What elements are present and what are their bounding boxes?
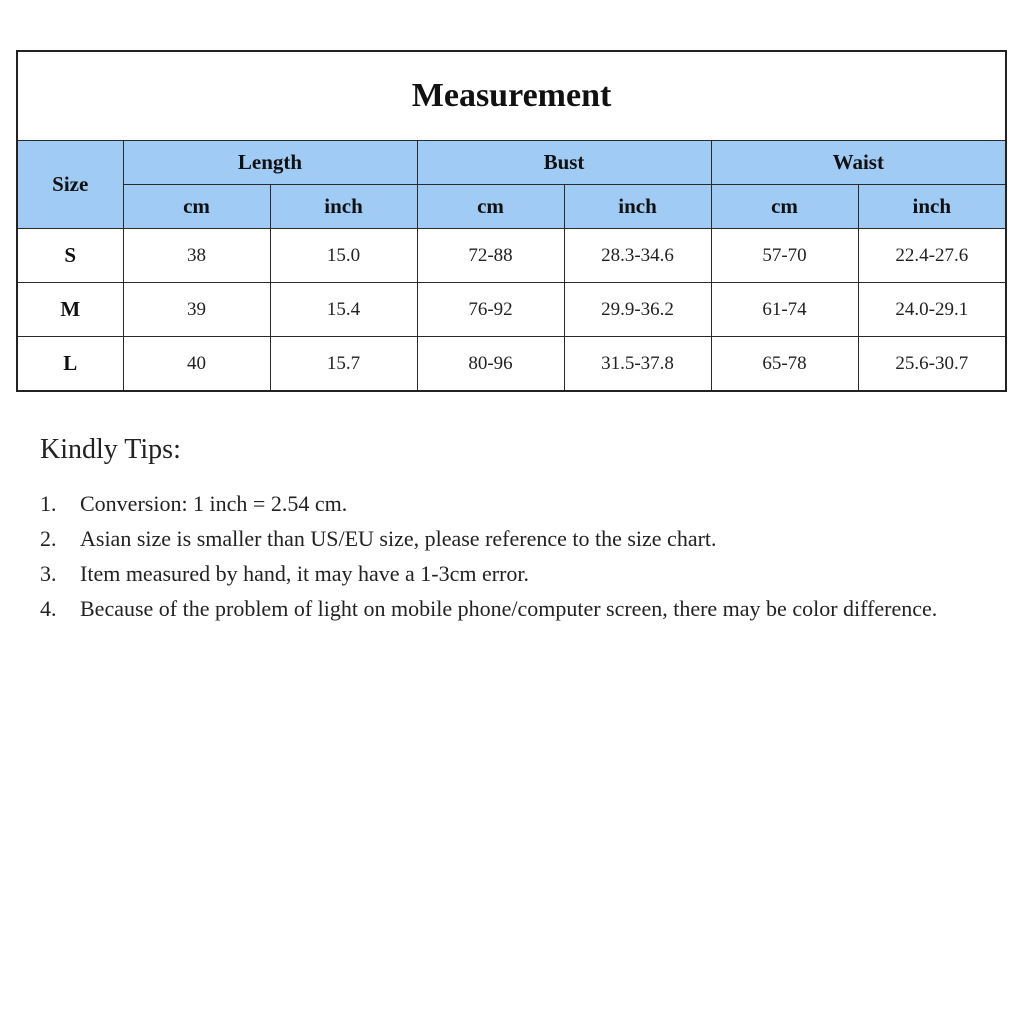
tip-text: Conversion: 1 inch = 2.54 cm. xyxy=(80,491,348,516)
table-cell: 61-74 xyxy=(711,283,858,337)
unit-header: inch xyxy=(270,185,417,229)
tip-text: Item measured by hand, it may have a 1-3cm error. xyxy=(80,561,530,586)
waist-header: Waist xyxy=(711,141,1006,185)
size-cell: S xyxy=(17,229,123,283)
table-cell: 15.7 xyxy=(270,337,417,392)
tip-number: 3. xyxy=(40,561,57,586)
unit-header: inch xyxy=(858,185,1006,229)
table-cell: 72-88 xyxy=(417,229,564,283)
table-cell: 24.0-29.1 xyxy=(858,283,1006,337)
table-cell: 29.9-36.2 xyxy=(564,283,711,337)
table-row xyxy=(17,283,1006,337)
table-cell: 80-96 xyxy=(417,337,564,392)
table-cell: 39 xyxy=(123,283,270,337)
table-cell: 15.0 xyxy=(270,229,417,283)
table-cell: 40 xyxy=(123,337,270,392)
table-cell: 22.4-27.6 xyxy=(858,229,1006,283)
table-title: Measurement xyxy=(17,51,1006,141)
size-cell: L xyxy=(17,337,123,392)
unit-header: inch xyxy=(564,185,711,229)
table-cell: 15.4 xyxy=(270,283,417,337)
tip-text: Because of the problem of light on mobile phone/computer screen, there may be color difference. xyxy=(80,596,938,621)
table-cell: 31.5-37.8 xyxy=(564,337,711,392)
tip-item xyxy=(40,591,980,626)
tip-text: Asian size is smaller than US/EU size, please reference to the size chart. xyxy=(80,526,717,551)
length-header: Length xyxy=(123,141,417,185)
size-header: Size xyxy=(17,141,123,229)
tip-item xyxy=(40,486,980,521)
table-cell: 28.3-34.6 xyxy=(564,229,711,283)
table-cell: 25.6-30.7 xyxy=(858,337,1006,392)
tips-title: Kindly Tips: xyxy=(40,434,181,465)
table-row xyxy=(17,337,1006,392)
table-row xyxy=(17,229,1006,283)
tips-list xyxy=(40,486,980,626)
tip-number: 1. xyxy=(40,491,57,516)
table-cell: 76-92 xyxy=(417,283,564,337)
size-cell: M xyxy=(17,283,123,337)
tip-number: 2. xyxy=(40,526,57,551)
unit-header: cm xyxy=(711,185,858,229)
table-cell: 57-70 xyxy=(711,229,858,283)
tip-number: 4. xyxy=(40,596,57,621)
unit-header: cm xyxy=(123,185,270,229)
tip-item xyxy=(40,556,980,591)
bust-header: Bust xyxy=(417,141,711,185)
size-chart-table xyxy=(16,50,1007,392)
tip-item xyxy=(40,521,980,556)
tips-section xyxy=(40,434,980,626)
table-cell: 38 xyxy=(123,229,270,283)
table-cell: 65-78 xyxy=(711,337,858,392)
unit-header: cm xyxy=(417,185,564,229)
